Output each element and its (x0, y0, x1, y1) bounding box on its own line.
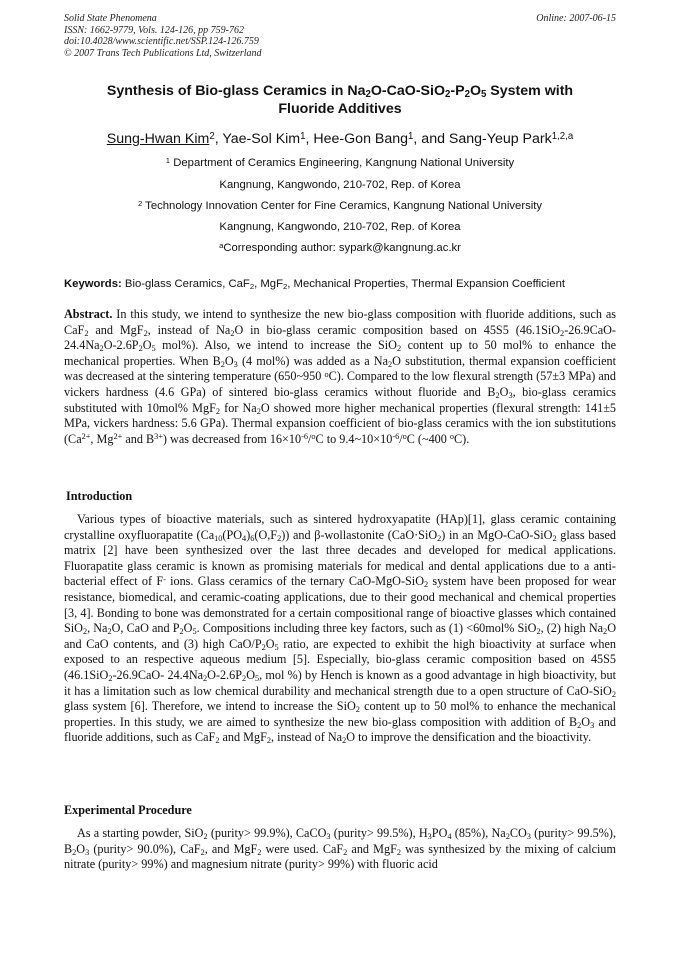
corresponding-author: $^a$Corresponding author: sypark@kangnung.ac.kr (219, 240, 461, 254)
journal-name: Solid State Phenomena (64, 13, 157, 24)
journal-header (64, 13, 616, 59)
abstract: Abstract. In this study, we intend to synthesize the new bio-glass composition with fluoride additions, such as CaF$_2$ and MgF$_2$, instead of $Na_2O$ in bio-glass ceramic composition based on 45S5 ($46.1SiO_2-26.9CaO-24.4Na_2O-2.6P_2O_5$ mol%). Also, we intend to increase the SiO$_2$ content up to 50 mol% to enhance the mechanical properties. When $B_2O_3$ (4 mol%) was added as a $Na_2O$ substitution, thermal expansion coefficient was decreased at the sintering temperature (650~950 $^o$C). Compared to the low flexural strength (57±3 MPa) and vickers hardness (4.6 GPa) of sintered bio-glass ceramics without fluoride and $B_2O_3$, bio-glass ceramics substituted with 10mol% MgF$_2$ for $Na_2O$ showed more higher mechanical properties (flexural strength: 141±5 MPa, vickers hardness: 5.6 GPa). Thermal expansion coefficient of bio-glass ceramics with the ion substitutions ($Ca^{2+}$, $Mg^{2+}$ and $B^{3+}$) was decreased from $16\times 10^{-6}/^oC$ to $9.4\sim 10\times 10^{-6}/^oC$ (~400 $^o$C). (64, 307, 616, 446)
author-1: Sung-Hwan Kim (106, 131, 210, 147)
keywords: Keywords: Bio-glass Ceramics, CaF$_2$, MgF$_2$, Mechanical Properties, Thermal Expansion Coefficient (64, 278, 566, 291)
title-line-1: Synthesis of Bio-glass Ceramics in $Na_2O-CaO-SiO_2-P_2O_5$ System with (106, 83, 574, 101)
abstract-label: Abstract. (64, 307, 113, 321)
experimental-text: As a starting powder, SiO$_2$ (purity> 99.9%), CaCO$_3$ (purity> 99.5%), $H_3PO_4$ (85%), $Na_2CO_3$ (purity> 99.5%), $B_2O_3$ (purity> 90.0%), CaF$_2$, and MgF$_2$ were used. CaF$_2$ and MgF$_2$ was synthesized by the mixing of calcium nitrate (purity> 99%) and magnesium nitrate (purity> 99%) with fluoric acid (64, 826, 616, 872)
doi-line: doi:10.4028/www.scientific.net/SSP.124-126.759 (64, 36, 259, 47)
experimental-heading: Experimental Procedure (64, 803, 192, 817)
keywords-label: Keywords: (64, 278, 122, 290)
issn-line: ISSN: 1662-9779, Vols. 124-126, pp 759-762 (64, 24, 244, 36)
author-2: Yae-Sol Kim (222, 131, 301, 147)
affiliation-1-address: Kangnung, Kangwondo, 210-702, Rep. of Korea (219, 179, 461, 191)
author-4: Sang-Yeup Park (448, 131, 552, 147)
paper-title (64, 82, 616, 118)
title-line-2: Fluoride Additives (278, 101, 402, 117)
affiliation-2: $^2$ Technology Innovation Center for Fine Ceramics, Kangnung National University (137, 198, 543, 212)
copyright-line: © 2007 Trans Tech Publications Ltd, Switzerland (64, 47, 262, 59)
introduction-heading: Introduction (66, 489, 133, 503)
affiliation-2-address: Kangnung, Kangwondo, 210-702, Rep. of Korea (219, 221, 461, 233)
affiliation-1: $^1$ Department of Ceramics Engineering, Kangnung National University (165, 155, 515, 169)
author-3: Hee-Gon Bang (313, 131, 409, 147)
author-list: Sung-Hwan Kim$^2$, Yae-Sol Kim$^1$, Hee-Gon Bang$^1$, and Sang-Yeup Park$^{1,2,a}$ (106, 130, 574, 147)
introduction-text: Various types of bioactive materials, such as sintered hydroxyapatite (HAp)[1], glass ceramic containing crystalline oxyfluorapatite $(Ca_{10}(PO_4)_6(O,F_2))$ and β-wollastonite (CaO·SiO$_2$) in an MgO-CaO-SiO$_2$ glass based matrix [2] have been synthesized over the last three decades and developed for medical applications. Fluorapatite glass ceramic is known as promising materials for medical and dental applications due to a anti-bacterial effect of F- ions. Glass ceramics of the ternary CaO-MgO-SiO$_2$ system have been proposed for wear resistance, biomedical, and ceramic-coating applications, due to their good mechanical and chemical properties [3, 4]. Bonding to bone was demonstrated for a certain compositional range of bioactive glasses which contained SiO$_2$, $Na_2O$, CaO and $P_2O_5$. Compositions including three key factors, such as (1) <60mol% SiO$_2$, (2) high $Na_2O$ and CaO contents, and (3) high CaO/$P_2O_5$ ratio, are expected to exhibit the high bioactivity at surface when exposed to an respective aqueous medium [5]. Especially, bio-glass ceramic composition based on 45S5 (46.1SiO$_2$-26.9CaO- $24.4Na_2O-2.6P_2O_5$, mol %) by Hench is known as a good advantage in high bioactivity, but it has a limitation such as low chemical durability and mechanical strength due to a open structure of CaO-SiO$_2$ glass system [6]. Therefore, we intend to increase the SiO$_2$ content up to 50 mol% to enhance the mechanical properties. In this study, we are aimed to synthesize the new bio-glass composition with addition of $B_2O_3$ and fluoride additions, such as CaF$_2$ and MgF$_2$, instead of $Na_2O$ to improve the densification and the bioactivity. (64, 512, 617, 746)
online-date: Online: 2007-06-15 (536, 13, 616, 24)
